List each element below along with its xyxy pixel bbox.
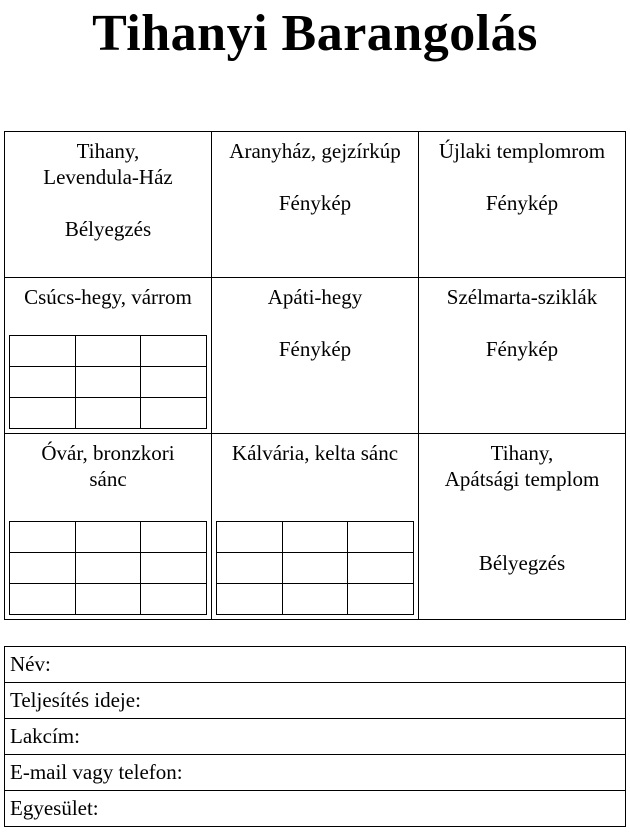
answer-grid	[9, 521, 207, 615]
station-name-line2: sánc	[89, 467, 127, 491]
form-field-club[interactable]: Egyesület:	[5, 791, 626, 827]
station-action: Fénykép	[278, 191, 352, 215]
station-name: Apáti-hegy	[267, 285, 363, 309]
station-action: Fénykép	[278, 337, 352, 361]
station-name-line1: Tihany,	[490, 441, 554, 465]
page-title: Tihanyi Barangolás	[92, 5, 538, 62]
station-name: Szélmarta-sziklák	[446, 285, 598, 309]
station-levendula-haz	[5, 132, 212, 278]
station-ovar	[5, 434, 212, 620]
station-name: Aranyház, gejzírkúp	[229, 139, 401, 163]
answer-grid	[216, 521, 414, 615]
station-szelmarta-sziklak	[419, 278, 626, 434]
answer-grid	[9, 335, 207, 429]
station-name: Kálvária, kelta sánc	[231, 441, 399, 465]
participant-form	[4, 646, 626, 827]
form-field-address[interactable]: Lakcím:	[5, 719, 626, 755]
station-apatsagi-templom	[419, 434, 626, 620]
station-name-line1: Tihany,	[76, 139, 140, 163]
station-csucs-hegy	[5, 278, 212, 434]
station-kalvaria	[212, 434, 419, 620]
form-field-completion-time[interactable]: Teljesítés ideje:	[5, 683, 626, 719]
station-action: Fénykép	[485, 191, 559, 215]
form-field-name[interactable]: Név:	[5, 647, 626, 683]
station-action: Bélyegzés	[478, 551, 566, 575]
station-name-line2: Apátsági templom	[444, 467, 600, 491]
station-aranyhaz	[212, 132, 419, 278]
stations-grid	[4, 131, 626, 620]
form-field-contact[interactable]: E-mail vagy telefon:	[5, 755, 626, 791]
station-name-line1: Óvár, bronzkori	[41, 441, 175, 465]
station-name: Csúcs-hegy, várrom	[24, 285, 192, 309]
station-action: Bélyegzés	[64, 217, 152, 241]
station-apati-hegy	[212, 278, 419, 434]
station-name-line2: Levendula-Ház	[43, 165, 173, 189]
station-action: Fénykép	[485, 337, 559, 361]
station-ujlaki-templomrom	[419, 132, 626, 278]
station-name: Újlaki templomrom	[438, 139, 606, 163]
